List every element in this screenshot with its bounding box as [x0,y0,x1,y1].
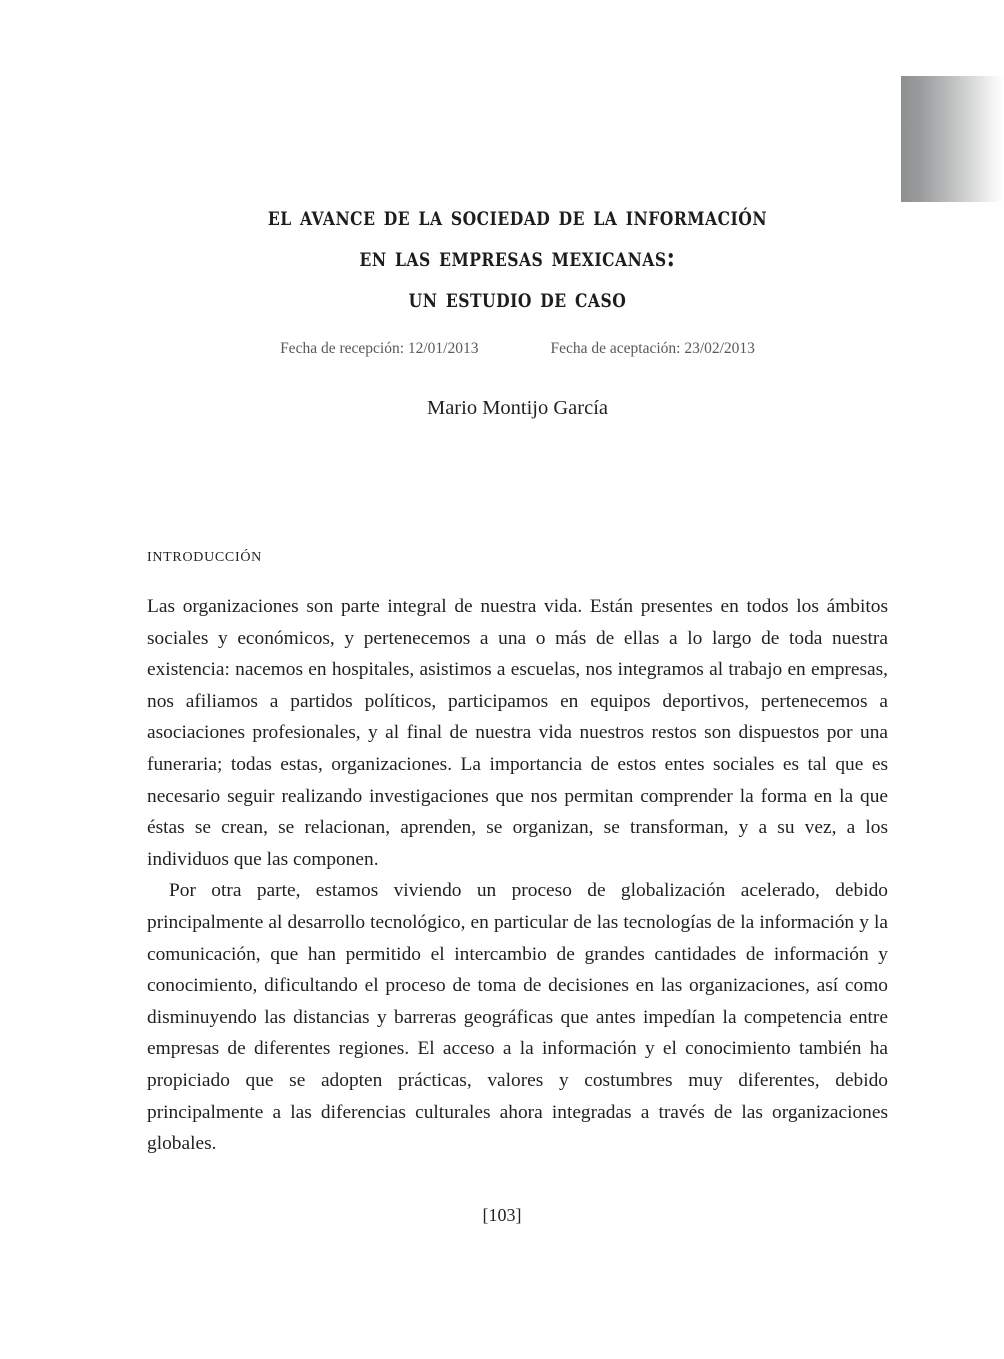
page-title-line-3: un estudio de caso [408,282,627,314]
page-title [214,0,822,319]
reception-date: Fecha de recepción: 12/01/2013 [280,340,479,357]
acceptance-date: Fecha de aceptación: 23/02/2013 [550,340,755,357]
page-number-footer: [103] [482,1205,522,1225]
corner-gradient-decoration [901,76,1004,202]
publication-dates [147,319,888,359]
paragraph: Las organizaciones son parte integral de nuestra vida. Están presentes en todos los ámbitos sociales y económicos, y pertenecemos a una o más de ellas a lo largo de toda nuestra existencia: nacemos en hospitales, asistimos a escuelas, nos integramos al trabajo en empresas, nos afiliamos a partidos políticos, participamos en equipos deportivos, pertenecemos a asociaciones profesionales, y al final de nuestra vida nuestros restos son dispuestos por una funeraria; todas estas, organizaciones. La importancia de estos entes sociales es tal que es necesario seguir realizando investigaciones que nos permitan comprender la forma en la que éstas se crean, se relacionan, aprenden, se organizan, se transforman, y a su vez, a los individuos que las componen. [147,596,888,870]
page-title-line-2: en las empresas mexicanas: [359,241,676,273]
paragraph: Por otra parte, estamos viviendo un proceso de globalización acelerado, debido principalmente al desarrollo tecnológico, en particular de las tecnologías de la información y la comunicación, que han permitido el intercambio de grandes cantidades de información y conocimiento, dificultando el proceso de toma de decisiones en las organizaciones, así como disminuyendo las distancias y barreras geográficas que antes impedían la competencia entre empresas de diferentes regiones. El acceso a la información y el conocimiento también ha propiciado que se adopten prácticas, valores y costumbres muy diferentes, debido principalmente a las diferencias culturales ahora integradas a través de las organizaciones globales. [147,880,888,1155]
body-copy [147,569,888,1160]
section-heading-introduccion: introducción [147,545,262,566]
author-name: Mario Montijo García [426,397,609,419]
page-title-line-1: el avance de la sociedad de la información [267,200,768,232]
page-content-column [147,0,888,1160]
